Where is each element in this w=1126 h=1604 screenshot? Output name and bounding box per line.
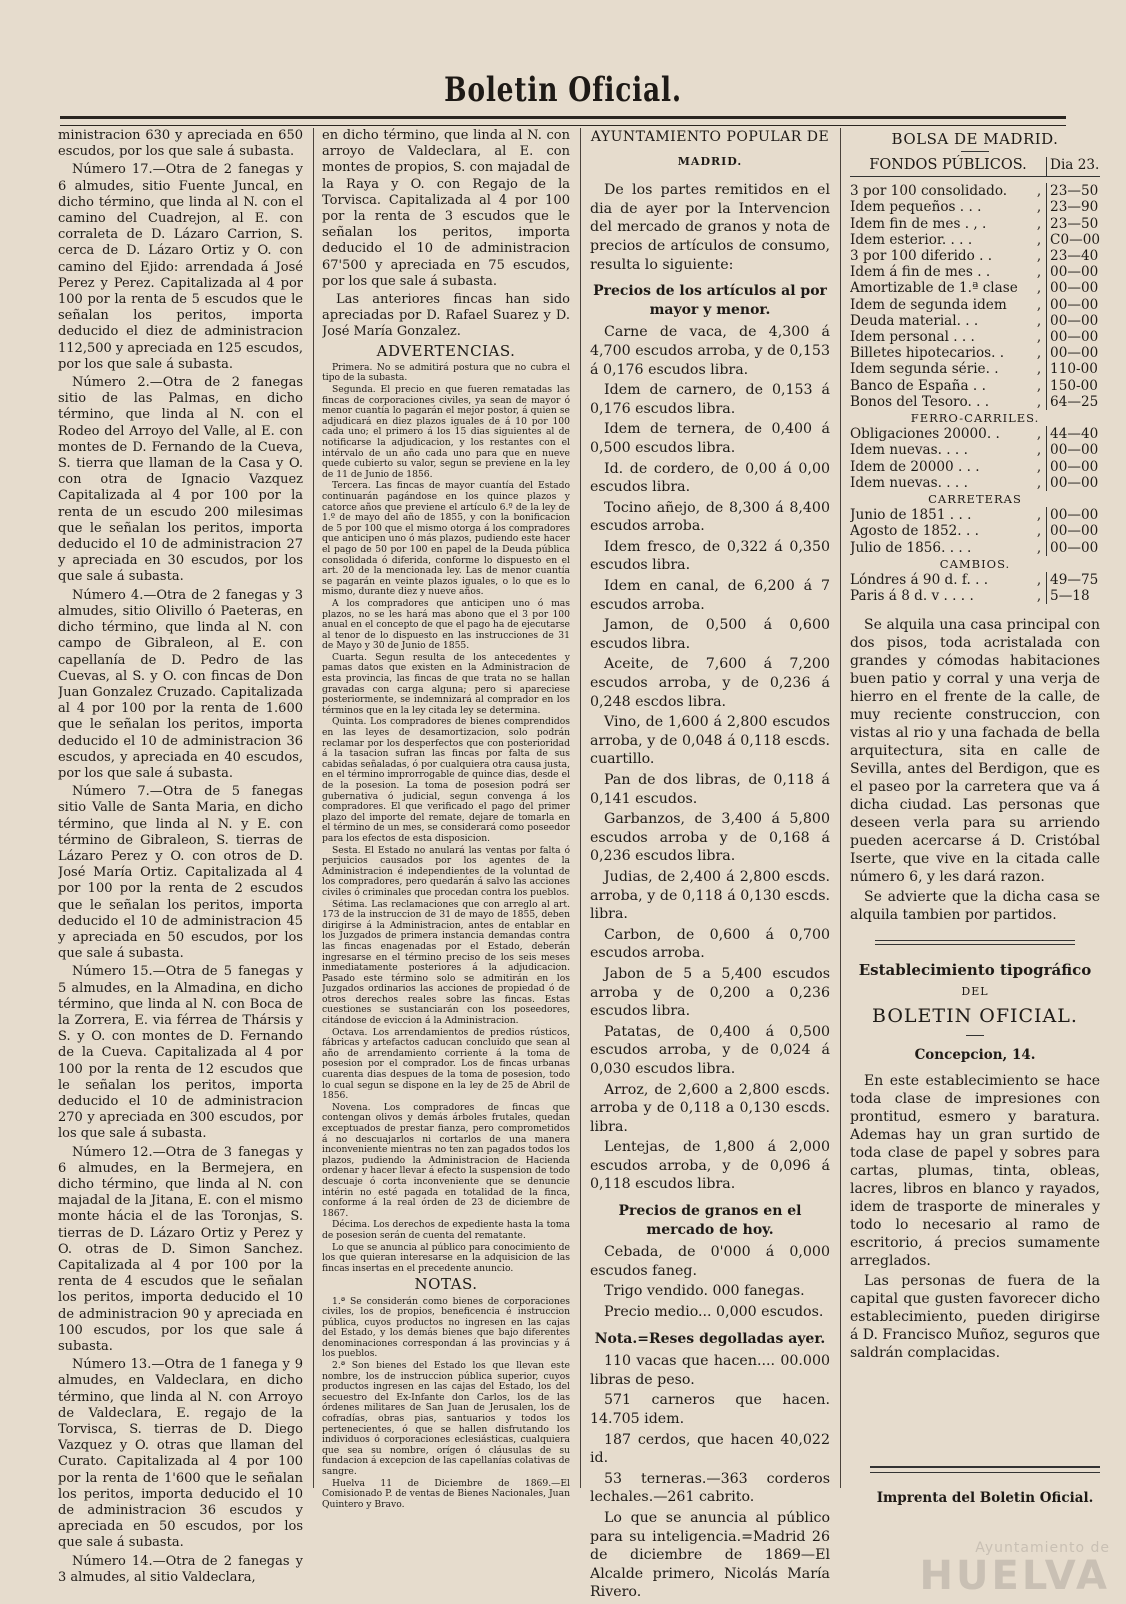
- advertencia-item: Lo que se anuncia al público para conocimiento de los que quieran interesarse en la adquisicion de las fincas insertas en el precedente anuncio.: [322, 1241, 570, 1274]
- fondos-rows: [850, 183, 1100, 410]
- row-value: 64—25: [1047, 394, 1100, 410]
- row-separator: ,: [1036, 199, 1042, 216]
- table-row: [850, 572, 1100, 588]
- res-item: 187 cerdos, que hacen 40,022 id.: [590, 1431, 830, 1467]
- paragraph: ministracion 630 y apreciada en 650 escudos, por los que sale á subasta.: [58, 128, 303, 160]
- res-item: 571 carneros que hacen. 14.705 idem.: [590, 1392, 830, 1427]
- row-value: 00—00: [1047, 507, 1100, 523]
- carreteras-title: CARRETERAS: [928, 492, 1022, 507]
- precio-item: Jabon de 5 a 5,400 escudos arroba y de 0,200 a 0,236 escudos libra.: [590, 965, 830, 1020]
- precio-item: Idem de carnero, de 0,153 á 0,176 escudos libra.: [590, 382, 830, 417]
- table-row: [850, 264, 1100, 280]
- table-row: [850, 507, 1100, 523]
- grano-item: Trigo vendido. 000 fanegas.: [604, 1283, 805, 1300]
- row-value: 00—00: [1047, 329, 1100, 345]
- watermark-huelva: HUELVA: [919, 1553, 1110, 1599]
- row-separator: ,: [1036, 215, 1042, 232]
- signature: Huelva 11 de Diciembre de 1869.—El Comisionado P. de ventas de Bienes Nacionales, Juan Quintero y Bravo.: [322, 1477, 570, 1510]
- paragraph: Número 12.—Otra de 3 fanegas y 6 almudes, en la Bermejera, en dicho término, que linda al N. con majadal de la Jitana, E. con el mismo monte hácia el de las Toronjas, S. tierras de D. Lázaro Ortiz y Perez y O. otras de D. Simon Sanchez. Capitalizada al 4 por 100 por la renta de 4 escudos que le señalan los peritos, importa deducido el 10 de administracion 90 y apreciada en 100 escudos, por los que sale á subasta.: [58, 1144, 303, 1355]
- precio-item: Jamon, de 0,500 á 0,600 escudos libra.: [590, 617, 830, 652]
- advertencia-item: Sesta. El Estado no anulará las ventas por falta ó perjuicios causados por los agentes de la Administracion é independientes de la voluntad de los compradores, pero quedarán á salvo las acciones civiles ó criminales que procedan contra los pueblos.: [322, 844, 570, 898]
- precio-item: Id. de cordero, de 0,00 á 0,00 escudos libra.: [590, 460, 830, 496]
- row-separator: ,: [1036, 507, 1042, 524]
- cambios-rows: [850, 572, 1100, 604]
- advertencia-item: Segunda. El precio en que fueren rematadas las fincas de corporaciones civiles, ya sean de mayor ó menor cuantía lo pagarán el mejor postor, á quien se adjudicará en diez plazos iguales de á 10 por 100 cada uno; el primero á los 15 dias siguientes al de notificarse la adjudicacion, y los restantes con el intérvalo de un año cada uno para que en nueve quede cubierto su valor, segun se previene en la ley de 11 de Junio de 1856.: [322, 384, 570, 480]
- cambios-title: CAMBIOS.: [939, 556, 1011, 571]
- row-value: 150-00: [1047, 378, 1100, 394]
- row-value: 00—00: [1047, 475, 1100, 491]
- row-label: Idem nuevas. . . .: [850, 474, 968, 491]
- precio-item: Judias, de 2,400 á 2,800 escds. arroba, y de 0,118 á 0,130 escds. libra.: [590, 868, 830, 923]
- paragraph: De los partes remitidos en el dia de ayer por la Intervencion del mercado de granos y nota de precios de artículos de consumo, resulta lo siguiente:: [590, 182, 830, 273]
- row-label: Idem fin de mes . , .: [850, 215, 987, 232]
- table-row: [850, 313, 1100, 329]
- column-3: [590, 128, 830, 1604]
- row-label: Idem de 20000 . . .: [850, 458, 980, 475]
- row-value: 00—00: [1047, 313, 1100, 329]
- notas-title: NOTAS.: [414, 1275, 478, 1294]
- carreteras-rows: [850, 507, 1100, 556]
- row-label: 3 por 100 diferido . .: [850, 248, 993, 265]
- row-separator: ,: [1036, 296, 1042, 313]
- table-row: [850, 588, 1100, 604]
- row-label: Bonos del Tesoro. . .: [850, 393, 990, 410]
- row-separator: ,: [1036, 426, 1042, 443]
- row-separator: ,: [1036, 458, 1042, 475]
- row-label: Idem segunda série. .: [850, 361, 999, 378]
- paragraph: Número 13.—Otra de 1 fanega y 9 almudes, en Valdeclara, en dicho término, que linda al N. con Arroyo de Valdeclara, E. regajo de la Torvisca, S. tierras de D. Diego Vazquez y O. otras que llaman del Curato. Capitalizada al 4 por 100 por la renta de 1'600 que le señalan los peritos, importa deducido el 10 de administracion 36 escudos y apreciada en 50 escudos, por los que sale á subasta.: [58, 1357, 303, 1551]
- row-value: 00—00: [1047, 459, 1100, 475]
- row-separator: ,: [1036, 361, 1042, 378]
- row-value: 44—40: [1047, 426, 1100, 442]
- table-row: [850, 345, 1100, 361]
- row-label: Agosto de 1852. . .: [850, 523, 979, 540]
- row-value: 5—18: [1047, 588, 1100, 604]
- row-separator: ,: [1036, 264, 1042, 281]
- estab-boletin: BOLETIN OFICIAL.: [872, 1005, 1078, 1028]
- alquiler-paragraph: Se advierte que la dicha casa se alquila tambien por partidos.: [850, 889, 1100, 924]
- row-label: 3 por 100 consolidado.: [850, 183, 1008, 200]
- paragraph: Número 17.—Otra de 2 fanegas y 6 almudes, sitio Fuente Juncal, en dicho término, que linda al N. con el camino del Cuadrejon, al E. con corraleta de D. Lázaro Carrion, S. cerca de D. Lázaro Ortiz y O. con camino del Ejido: arrendada á José Perez y Perez. Capitalizada al 4 por 100 por la renta de 5 escudos que le señalan los peritos, importa deducido el diez de administracion 112,500 y apreciada en 125 escudos, por los que sale á subasta.: [58, 162, 303, 372]
- table-row: [850, 523, 1100, 539]
- footer-rule: [870, 1466, 1100, 1473]
- divider: [961, 151, 989, 152]
- advertencia-item: Sétima. Las reclamaciones que con arreglo al art. 173 de la instruccion de 31 de mayo de 1855, deben dirigirse á la Administracion, antes de entablar en los Juzgados de primera instancia demandas contra las fincas enagenadas por el Estado, deberán ingresarse en el término preciso de los seis meses inmediatamente posteriores á la adjudicacion. Pasado este término solo se admitirán en los Juzgados ordinarios las acciones de propiedad ó de otros derechos reales sobre las fincas. Estas cuestiones se sustanciarán con los poseedores, citándose de eviccion á la Administracion.: [322, 898, 570, 1027]
- notas-list: [322, 1297, 570, 1511]
- row-label: Amortizable de 1.ª clase: [850, 280, 1018, 297]
- table-row: [850, 540, 1100, 556]
- dia-header: Dia 23.: [1047, 157, 1100, 177]
- row-label: Paris á 8 d. v . . . .: [850, 588, 974, 605]
- precio-item: Carne de vaca, de 4,300 á 4,700 escudos arroba, y de 0,153 á 0,176 escudos libra.: [590, 324, 830, 378]
- granos-title: Precios de granos en el mercado de hoy.: [618, 1203, 802, 1238]
- paragraph: Número 7.—Otra de 5 fanegas sitio Valle de Santa Maria, en dicho término, que linda al N. y E. con término de Gibraleon, S. tierras de Lázaro Perez y O. con otros de D. José María Ortiz. Capitalizada al 4 por 100 por la renta de 2 escudos que le señalan los peritos, importa deducido el 10 de administracion 45 y apreciada en 50 escudos, por los que sale á subasta.: [58, 784, 303, 962]
- precio-item: Idem fresco, de 0,322 á 0,350 escudos libra.: [590, 538, 830, 574]
- row-label: Idem pequeños . . .: [850, 199, 982, 216]
- advertencia-item: Tercera. Las fincas de mayor cuantía del Estado continuarán pagándose en los quince plazos y catorce años que previene el artículo 6.º de la ley de 1.º de mayo del año de 1855, y con la bonificacion de 5 por 100 que el mismo otorga á los compradores que anticipen uno ó más plazos, pudiendo este hacer el pago de 50 por 100 en papel de la Deuda pública consolidada ó diferida, conforme lo dispuesto en el art. 20 de la mencionada ley. Las de menor cuantía se pagarán en veinte plazos iguales, o lo que es lo mismo, durante diez y nueve años.: [322, 480, 570, 598]
- row-separator: ,: [1036, 312, 1042, 329]
- divider: [966, 1035, 984, 1036]
- precio-item: Carbon, de 0,600 á 0,700 escudos arroba.: [590, 926, 830, 962]
- advertencia-item: Novena. Los compradores de fincas que contengan olivos y demás árboles frutales, quedan exceptuados de prestar fianza, pero comprometidos á no descuajarlos ni cortarlos de una manera inconveniente mientras no ten zan pagados todos los plazos, pudiendo la Administracion de Hacienda ordenar y hacer llevar á efecto la suspension de todo descuaje ó corta inconveniente que se denuncie intérin no esté pagada en totalidad de la finca, conforme á la real órden de 23 de diciembre de 1867.: [322, 1101, 570, 1219]
- row-separator: ,: [1036, 539, 1042, 556]
- estab-title: Establecimiento tipográfico: [858, 961, 1092, 980]
- table-row: [850, 378, 1100, 394]
- table-row: [850, 199, 1100, 215]
- table-header-row: [850, 157, 1100, 177]
- ayuntamiento-title: AYUNTAMIENTO POPULAR DE: [590, 129, 830, 145]
- nota-item: 2.ª Son bienes del Estado los que llevan este nombre, los de instruccion pública superior, cuyos productos ingresen en las cajas del Estado, los del secuestro del Ex-Infante don Carlos, los de las órdenes militares de San Juan de Jerusalen, los de cofradías, obras pias, santuarios y todos los pertenecientes, ó que se hallen disfrutando los individuos ó corporaciones eclesiásticas, cualquiera que sea su nombre, orígen ó cláusulas de su fundacion á excepcion de las capellanías colativas de sangre.: [322, 1360, 570, 1478]
- res-item: 110 vacas que hacen.... 00.000 libras de peso.: [590, 1353, 830, 1388]
- row-value: 23—90: [1047, 199, 1100, 215]
- row-label: Deuda material. . .: [850, 312, 979, 329]
- row-label: Idem personal . . .: [850, 329, 975, 346]
- row-value: 00—00: [1047, 442, 1100, 458]
- row-label: Junio de 1851 . . .: [850, 507, 972, 524]
- closing-paragraph: Lo que se anuncia al público para su inteligencia.=Madrid 26 de diciembre de 1869—El Alcalde primero, Nicolás María Rivero.: [590, 1509, 830, 1601]
- ferro-rows: [850, 426, 1100, 491]
- row-separator: ,: [1036, 393, 1042, 410]
- row-label: Idem esterior. . . .: [850, 231, 973, 248]
- advertencia-item: Octava. Los arrendamientos de predios rústicos, fábricas y artefactos caducan concluido que sean al año de arrendamiento corriente á la toma de posesion por el comprador. Los de fincas urbanas cuarenta dias despues de la toma de posesion, todo lo cual segun se dispone en la ley de 25 de Abril de 1856.: [322, 1026, 570, 1102]
- paragraph: Las anteriores fincas han sido apreciadas por D. Rafael Suarez y D. José María Gonzalez.: [322, 292, 570, 340]
- advertencia-item: Cuarta. Segun resulta de los antecedentes y pamas datos que existen en la Administracion de esta provincia, las fincas de que trata no se hallan gravadas con carga alguna; pero si apareciese posteriormente, se indemnizará al comprador en los términos que en la ley citada ley se determina.: [322, 651, 570, 716]
- table-row: [850, 183, 1100, 199]
- estab-del: DEL: [961, 985, 989, 999]
- column-divider: [313, 128, 314, 1488]
- table-row: [850, 426, 1100, 442]
- ferro-title: FERRO-CARRILES.: [910, 411, 1040, 426]
- precio-item: Idem en canal, de 6,200 á 7 escudos arroba.: [590, 578, 830, 613]
- estab-address: Concepcion, 14.: [914, 1047, 1036, 1064]
- grano-item: Cebada, de 0'000 á 0,000 escudos faneg.: [590, 1244, 830, 1279]
- advertencia-item: A los compradores que anticipen uno ó mas plazos, no se les hará mas abono que el 3 por 100 anual en el concepto de que el pago ha de ejecutarse al tenor de lo dispuesto en las instrucciones de 31 de Mayo y 30 de Junio de 1855.: [322, 597, 570, 652]
- watermark: [900, 1540, 1110, 1599]
- precio-item: Lentejas, de 1,800 á 2,000 escudos arroba, y de 0,096 á 0,118 escudos libra.: [590, 1139, 830, 1193]
- row-separator: ,: [1036, 377, 1042, 394]
- table-row: [850, 361, 1100, 377]
- alquiler-paragraph: Se alquila una casa principal con dos pisos, toda acristalada con grandes y cómodas habitaciones buen patio y corral y una verja de hierro en el frente de la calle, de muy reciente construccion, con vistas al rio y una fachada de bella arquitectura, sita en calle de Sevilla, antes del Berdigon, que es el paseo por la carretera que va á dicha ciudad. Las personas que deseen verla para su arriendo pueden acercarse á D. Cristóbal Iserte, que vive en la citada calle número 6, y les dará razon.: [850, 617, 1100, 886]
- table-row: [850, 329, 1100, 345]
- fondos-header: FONDOS PÚBLICOS.: [850, 157, 1047, 177]
- paragraph: Número 15.—Otra de 5 fanegas y 5 almudes, en la Almadina, en dicho término, que linda al N. con Boca de la Zorrera, E. via férrea de Thársis y S. y O. con montes de D. Fernando de la Cueva. Capitalizada al 4 por 100 por la renta de 12 escudos que le señalan los peritos, importa deducido el 10 de administracion 270 y apreciada en 300 escudos, por los que sale á subasta.: [58, 964, 303, 1142]
- precio-item: Arroz, de 2,600 a 2,800 escds. arroba y de 0,118 a 0,130 escds. libra.: [590, 1081, 830, 1135]
- row-value: 49—75: [1047, 572, 1100, 588]
- advertencia-item: Primera. No se admitirá postura que no cubra el tipo de la subasta.: [322, 361, 570, 384]
- imprenta-footer: Imprenta del Boletin Oficial.: [876, 1490, 1094, 1506]
- advertencia-item: Quinta. Los compradores de bienes comprendidos en las leyes de desamortizacion, solo podrán reclamar por los desperfectos que con posterioridad á la tasacion sufran las fincas por falta de sus cabidas señaladas, ó por cualquiera otra causa justa, en el término improrrogable de quince dias, desde el de la posesion. La toma de posesion podrá ser gubernativa ó judicial, segun convenga á los compradores. El que verificado el pago del primer plazo del importe del remate, dejare de tomarla en el término de un mes, se considerará como poseedor para los efectos de esta disposicion.: [322, 716, 570, 844]
- paragraph: en dicho término, que linda al N. con arroyo de Valdeclara, al E. con montes de propios, S. con majadal de la Raya y O. con Regajo de la Torvisca. Capitalizada al 4 por 100 por la renta de 3 escudos que le señalan los peritos, importa deducido el 10 de administracion 67'500 y apreciada en 75 escudos, por los que sale á subasta.: [322, 128, 570, 289]
- grano-item: Precio medio... 0,000 escudos.: [604, 1304, 824, 1321]
- table-row: [850, 297, 1100, 313]
- row-separator: ,: [1036, 231, 1042, 248]
- row-value: 00—00: [1047, 523, 1100, 539]
- row-value: 23—50: [1047, 216, 1100, 232]
- table-row: [850, 248, 1100, 264]
- row-label: Idem á fin de mes . .: [850, 264, 991, 281]
- precio-item: Aceite, de 7,600 á 7,200 escudos arroba, y de 0,236 á 0,248 escdos libra.: [590, 656, 830, 710]
- row-label: Lóndres á 90 d. f. . .: [850, 572, 989, 589]
- masthead-rule: [60, 116, 1066, 126]
- row-separator: ,: [1036, 523, 1042, 540]
- row-separator: ,: [1036, 588, 1042, 605]
- table-row: [850, 442, 1100, 458]
- row-separator: ,: [1036, 248, 1042, 265]
- row-separator: ,: [1036, 572, 1042, 589]
- row-separator: ,: [1036, 329, 1042, 346]
- row-label: Idem nuevas. . . .: [850, 442, 968, 459]
- bolsa-title: BOLSA DE MADRID.: [891, 130, 1059, 148]
- precio-item: Patatas, de 0,400 á 0,500 escudos arroba, y de 0,024 á 0,030 escudos libra.: [590, 1023, 830, 1077]
- row-separator: ,: [1036, 280, 1042, 297]
- watermark-top: Ayuntamiento de: [975, 1540, 1110, 1556]
- row-label: Billetes hipotecarios. .: [850, 345, 1005, 362]
- res-item: 53 terneras.—363 corderos lechales.—261 cabrito.: [590, 1470, 830, 1506]
- advertencia-item: Décima. Los derechos de expediente hasta la toma de posesion serán de cuenta del rematante.: [322, 1219, 570, 1241]
- advertencias-title: ADVERTENCIAS.: [376, 341, 516, 360]
- column-divider: [580, 128, 581, 1488]
- paragraph: Número 2.—Otra de 2 fanegas sitio de las Palmas, en dicho término, que linda al N. con el Rodeo del Arroyo del Valle, al E. con montes de D. Fernando de la Cueva, S. tierra que llaman de la Casa y O. con otra de Ignacio Vazquez Capitalizada al 4 por 100 por la renta de un escudo 200 milesimas que le señalan los peritos, importa deducido el 10 de administracion 27 y apreciada en 30 escudos, por los que sale á subasta.: [58, 375, 303, 585]
- row-value: 00—00: [1047, 540, 1100, 556]
- row-value: 23—50: [1047, 183, 1100, 199]
- precio-item: Idem de ternera, de 0,400 á 0,500 escudos libra.: [590, 421, 830, 456]
- table-row: [850, 232, 1100, 248]
- row-value: 00—00: [1047, 264, 1100, 280]
- row-separator: ,: [1036, 442, 1042, 459]
- section-rule: [875, 940, 1075, 945]
- estab-paragraph: Las personas de fuera de la capital que gusten favorecer dicho establecimiento, pueden dirigirse á D. Francisco Muñoz, seguros que saldrán complacidas.: [850, 1273, 1100, 1362]
- masthead-title: Boletin Oficial.: [444, 70, 682, 110]
- column-2: [322, 128, 570, 1511]
- paragraph: Número 14.—Otra de 2 fanegas y 3 almudes, al sitio Valdeclara,: [58, 1553, 303, 1585]
- row-separator: ,: [1036, 183, 1042, 200]
- table-row: [850, 475, 1100, 491]
- row-value: C0—00: [1047, 232, 1100, 248]
- precio-item: Garbanzos, de 3,400 á 5,800 escudos arroba y de 0,168 á 0,236 escudos libra.: [590, 811, 830, 865]
- row-value: 110-00: [1047, 361, 1100, 377]
- row-value: 00—00: [1047, 297, 1100, 313]
- ayuntamiento-subtitle: MADRID.: [677, 154, 743, 168]
- precio-item: Tocino añejo, de 8,300 á 8,400 escudos arroba.: [590, 499, 830, 535]
- table-row: [850, 216, 1100, 232]
- row-label: Banco de España . .: [850, 377, 986, 394]
- estab-paragraph: En este establecimiento se hace toda clase de impresiones con prontitud, esmero y baratura. Ademas hay un gran surtido de toda clase de papel y sobres para cartas, plumas, tinta, obleas, lacres, libros en blanco y rayados, idem de trasporte de minerales y todo lo necesario al ramo de escritorio, á precios sumamente arreglados.: [850, 1073, 1100, 1270]
- table-row: [850, 459, 1100, 475]
- table-row: [850, 394, 1100, 410]
- advertencias-list: [322, 363, 570, 1274]
- column-1: [58, 128, 303, 1588]
- row-value: 23—40: [1047, 248, 1100, 264]
- precio-item: Vino, de 1,600 á 2,800 escudos arroba, y de 0,048 á 0,118 escds. cuartillo.: [590, 714, 830, 768]
- paragraph: Número 4.—Otra de 2 fanegas y 3 almudes, sitio Olivillo ó Paeteras, en dicho término, que linda al N. con campo de Gibraleon, al E. con capellanía de D. Pedro de las Cuevas, al S. y O. con fincas de Don Juan Gonzalez Cruzado. Capitalizada al 4 por 100 por la renta de 1.600 que le señalan los peritos, importa deducido el 10 de administracion 36 escudos, y apreciada en 40 escudos, por los que sale á subasta.: [58, 587, 303, 781]
- row-separator: ,: [1036, 345, 1042, 362]
- precio-item: Pan de dos libras, de 0,118 á 0,141 escudos.: [590, 772, 830, 807]
- reses-title: Nota.=Reses degolladas ayer.: [594, 1330, 826, 1347]
- bolsa-table: [850, 157, 1100, 604]
- nota-item: 1.ª Se considerán como bienes de corporaciones civiles, los de propios, beneficencia é instruccion pública, cuyos productos no ingresen en las cajas del Estado, y los demás bienes que bajo diferentes denominaciones correspondan á las provincias y á los pueblos.: [322, 1295, 570, 1360]
- row-separator: ,: [1036, 474, 1042, 491]
- precios-title: Precios de los artículos al por mayor y menor.: [593, 283, 827, 318]
- row-value: 00—00: [1047, 345, 1100, 361]
- row-label: Idem de segunda idem: [850, 296, 1007, 313]
- row-label: Julio de 1856. . . .: [850, 539, 972, 556]
- row-label: Obligaciones 20000. .: [850, 426, 1000, 443]
- table-row: [850, 280, 1100, 296]
- column-4: [850, 128, 1100, 1364]
- row-value: 00—00: [1047, 280, 1100, 296]
- column-divider: [840, 128, 841, 1488]
